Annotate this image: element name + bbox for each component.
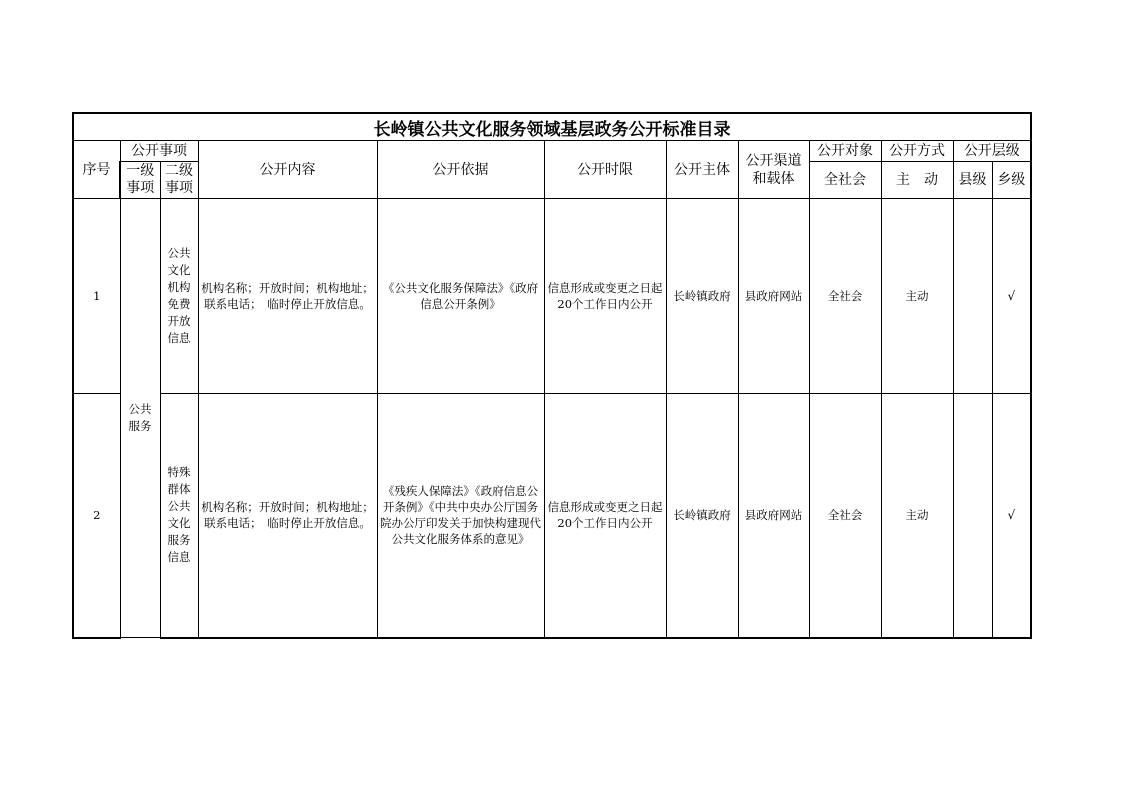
header-level-county: 县级 (953, 162, 992, 199)
row-subject: 长岭镇政府 (666, 199, 738, 394)
header-method-active: 主 动 (881, 162, 953, 199)
row-seq: 1 (73, 199, 120, 394)
row-seq: 2 (73, 394, 120, 638)
table-row (73, 199, 1031, 394)
row-level2: 特殊群体公共文化服务信息 (160, 394, 198, 638)
header-basis: 公开依据 (377, 141, 544, 199)
header-time-limit: 公开时限 (544, 141, 666, 199)
header-method-group: 公开方式 (881, 141, 953, 162)
row-level-county (953, 199, 992, 394)
header-level1: 一级事项 (120, 162, 160, 199)
row-content: 机构名称；开放时间；机构地址；联系电话； 临时停止开放信息。 (198, 199, 377, 394)
row-time-limit: 信息形成或变更之日起20个工作日内公开 (544, 394, 666, 638)
row-time-limit: 信息形成或变更之日起20个工作日内公开 (544, 199, 666, 394)
header-channel: 公开渠道和载体 (738, 141, 809, 199)
header-seq: 序号 (73, 141, 120, 199)
row-level-town-check: √ (992, 199, 1031, 394)
row-level1: 公共服务 (120, 199, 160, 638)
row-level-county (953, 394, 992, 638)
header-level-town: 乡级 (992, 162, 1031, 199)
header-content: 公开内容 (198, 141, 377, 199)
header-target-all: 全社会 (809, 162, 881, 199)
header-level2: 二级事项 (160, 162, 198, 199)
row-basis: 《残疾人保障法》《政府信息公开条例》《中共中央办公厅国务院办公厅印发关于加快构建现代公共文化服务体系的意见》 (377, 394, 544, 638)
table-row (73, 394, 1031, 638)
row-basis: 《公共文化服务保障法》《政府信息公开条例》 (377, 199, 544, 394)
header-subject: 公开主体 (666, 141, 738, 199)
row-method: 主动 (881, 199, 953, 394)
header-items-group: 公开事项 (120, 141, 198, 162)
page-title: 长岭镇公共文化服务领域基层政务公开标准目录 (73, 113, 1031, 141)
row-target: 全社会 (809, 199, 881, 394)
header-target-group: 公开对象 (809, 141, 881, 162)
header-level-group: 公开层级 (953, 141, 1031, 162)
row-channel: 县政府网站 (738, 199, 809, 394)
row-target: 全社会 (809, 394, 881, 638)
row-level-town-check: √ (992, 394, 1031, 638)
row-subject: 长岭镇政府 (666, 394, 738, 638)
row-content: 机构名称；开放时间；机构地址；联系电话； 临时停止开放信息。 (198, 394, 377, 638)
row-method: 主动 (881, 394, 953, 638)
disclosure-catalog-table (72, 112, 1032, 639)
row-level2: 公共文化机构免费开放信息 (160, 199, 198, 394)
row-channel: 县政府网站 (738, 394, 809, 638)
